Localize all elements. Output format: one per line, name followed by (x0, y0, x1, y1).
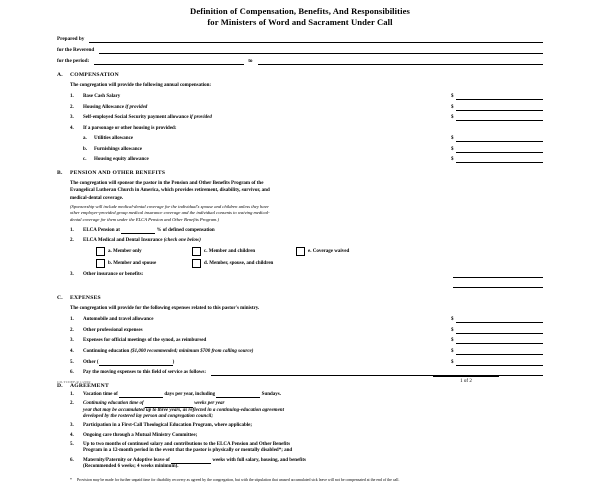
pension-item-3 (70, 271, 543, 278)
prepared-by-row (57, 36, 543, 43)
amount-input[interactable] (456, 327, 544, 334)
expense-item-4 (70, 348, 543, 355)
note-line-2: other employer-provided group medical insurance coverage and the individual consents to waiving medical- (70, 210, 270, 216)
item-label: Other insurance or benefits: (83, 272, 144, 278)
pension-item-3-extra-line (70, 282, 543, 289)
subitem-label: Housing equity allowance (94, 157, 149, 163)
item-number: 2. (70, 104, 74, 110)
section-a-letter: A. (57, 72, 63, 79)
amount-input[interactable] (456, 94, 544, 101)
dollar-sign: $ (451, 338, 454, 344)
item-label-text: Housing Allowance (83, 104, 124, 110)
section-c-title: EXPENSES (70, 295, 101, 302)
item-label-italic: ($1,000 recommended; minimum $700 from calling source) (130, 349, 254, 354)
agreement-item-4 (70, 433, 543, 440)
item-label-italic: if provided (125, 104, 148, 110)
amount-input[interactable] (456, 157, 544, 164)
intro-line-1: The congregation will sponsor the pastor in the Pension and Other Benefits Program of the (70, 181, 264, 187)
footnote-line-1: Provision may be made for further unpaid time for disability recovery as agreed by the congregation, but with the stipulation that unused accumulated sick (77, 477, 318, 482)
item-label: Other professional expenses (83, 327, 143, 333)
amount-input[interactable] (456, 115, 544, 122)
checkbox-option-a[interactable] (96, 247, 192, 256)
period-row (57, 58, 543, 65)
amount-input[interactable] (456, 359, 544, 366)
period-from-input[interactable] (94, 59, 244, 66)
other-benefits-field-1[interactable] (451, 272, 543, 279)
comp-item-3 (70, 114, 543, 121)
checkbox-option-e[interactable] (296, 247, 349, 256)
subitem-number: a. (83, 136, 87, 142)
item-label-text: ELCA Medical and Dental Insurance (83, 238, 163, 244)
form-code: CD-TCDEF-R 1/2002 (57, 380, 91, 384)
item-number: 2. (70, 238, 74, 244)
item-label: Automobile and travel allowance (83, 317, 154, 323)
dollar-sign: $ (451, 104, 454, 110)
pension-item-1 (70, 227, 543, 234)
comp-subamount-c[interactable] (451, 156, 543, 163)
page-footer (57, 376, 543, 390)
disability-line-1: Up to two months of continued salary and contributions to the ELCA Pension and Other Benefits (83, 441, 291, 447)
vacation-mid-text: days per year, including (164, 391, 216, 397)
item-number: 3. (70, 338, 74, 344)
checkbox-label: a. Member only (108, 249, 142, 255)
benefits-input[interactable] (453, 282, 543, 289)
dollar-sign: $ (451, 94, 454, 100)
subitem-label: Furnishings allowance (94, 146, 142, 152)
title-line-2: for Ministers of Word and Sacrament Under Call (207, 16, 393, 27)
item-label-text: Self-employed Social Security payment allowance (83, 115, 189, 121)
item-number: 4. (70, 432, 74, 438)
item-number: 3. (70, 423, 74, 429)
prepared-by-input[interactable] (89, 37, 543, 44)
section-c-heading (57, 295, 543, 301)
prepared-block (57, 36, 543, 65)
checkbox-label: c. Member and children (204, 249, 256, 255)
item-label (83, 392, 543, 399)
amount-input[interactable] (456, 338, 544, 345)
item-number: 4. (70, 349, 74, 354)
leave-pre-text: Maternity/Paternity or Adoptive leave of (83, 457, 170, 463)
agreement-item-2 (70, 401, 543, 421)
checkbox-label: e. Coverage waived (308, 249, 350, 255)
page-number: 1 of 2 (433, 376, 499, 384)
checkbox-icon[interactable] (192, 259, 201, 268)
dollar-sign: $ (451, 359, 454, 365)
item-number: 1. (70, 227, 74, 233)
reverend-label: for the Reverend (57, 47, 95, 54)
insurance-checkbox-group (70, 247, 543, 268)
reverend-input[interactable] (99, 48, 543, 55)
footnote-marker: * (70, 477, 72, 482)
comp-amount-2[interactable] (451, 104, 543, 111)
item-number: 4. (70, 125, 74, 131)
section-pension-benefits (57, 170, 543, 288)
section-b-heading (57, 170, 543, 176)
reverend-row (57, 47, 543, 54)
item-label-text: Continuing education (83, 349, 130, 354)
intro-line-2: Evangelical Lutheran Church in America, which provides retirement, disability, survivor, and (70, 188, 270, 194)
section-b-title: PENSION AND OTHER BENEFITS (70, 170, 166, 177)
item-label (83, 104, 147, 111)
dollar-sign: $ (451, 317, 454, 323)
section-b-letter: B. (57, 170, 63, 177)
section-a-heading (57, 72, 543, 78)
pension-item-2 (70, 237, 543, 244)
conted-weeks-input[interactable] (145, 401, 193, 407)
expense-item-3 (70, 337, 543, 344)
item-label (83, 227, 215, 234)
expense-item-2 (70, 327, 543, 334)
item-number: 6. (70, 457, 74, 463)
item-number: 1. (70, 317, 74, 323)
leave-post-text: weeks with full salary, housing, and benefits (212, 457, 306, 463)
dollar-sign: $ (451, 157, 454, 163)
checkbox-label: d. Member, spouse, and children (204, 260, 274, 266)
item-label: Participation in a First-Call Theological Education Program, where applicable; (83, 423, 253, 429)
comp-subitem-c (70, 156, 543, 163)
period-to-label: to (248, 58, 253, 65)
other-expense-input[interactable] (99, 359, 173, 365)
footnote-line-2: leave will not be compensated at the end of the call. (318, 477, 400, 482)
section-d-letter: D. (57, 383, 63, 390)
item-label: Pay the moving expenses to this field of service as follows: (83, 370, 207, 376)
item-label: Expenses for official meetings of the synod, as reimbursed (83, 338, 207, 344)
checkbox-icon[interactable] (96, 259, 105, 268)
item-number: 5. (70, 359, 74, 365)
item-label: Base Cash Salary (83, 94, 121, 100)
subitem-label: Utilities allowance (94, 136, 134, 142)
period-to-input[interactable] (258, 59, 543, 66)
section-compensation (57, 72, 543, 163)
intro-line-3: medical-dental coverage. (70, 195, 124, 201)
item-label (83, 359, 174, 366)
title-line-1: Definition of Compensation, Benefits, And Responsibilities (190, 6, 410, 16)
item-number: 1. (70, 94, 74, 100)
item-label (83, 442, 543, 455)
pension-pre-text: ELCA Pension at (83, 227, 120, 233)
expense-amount-2[interactable] (451, 327, 543, 334)
comp-item-4 (70, 125, 543, 132)
item-label (83, 348, 253, 355)
comp-amount-3[interactable] (451, 114, 543, 121)
section-c-body (70, 305, 543, 376)
conted-line-3: developed by the rostered lay person and congregation council; (83, 414, 213, 420)
section-agreement (57, 383, 543, 471)
agreement-item-1 (70, 392, 543, 399)
item-label-close: ) (172, 359, 175, 365)
dollar-sign: $ (451, 136, 454, 142)
section-c-intro: The congregation will provide for the following expenses related to this pastor's ministry. (70, 306, 260, 312)
checkbox-option-b[interactable] (96, 259, 192, 268)
item-number: 3. (70, 115, 74, 121)
vacation-sundays-input[interactable] (216, 392, 260, 398)
period-label: for the period: (57, 58, 90, 65)
comp-amount-1[interactable] (451, 93, 543, 100)
agreement-item-3 (70, 423, 543, 430)
section-a-intro: The congregation will provide the following annual compensation: (70, 83, 212, 89)
footnote-text (77, 478, 543, 483)
conted-pre-text: Continuing education time of (83, 400, 144, 406)
section-a-body (70, 82, 543, 163)
item-label-text: Other ( (83, 359, 99, 365)
section-d-body (70, 392, 543, 471)
agreement-item-5 (70, 442, 543, 455)
section-a-title: COMPENSATION (70, 72, 119, 79)
item-number: 6. (70, 370, 74, 376)
page-title (57, 6, 543, 27)
expense-amount-5[interactable] (451, 359, 543, 366)
item-label: Ongoing care through a Mutual Ministry Committee; (83, 432, 198, 438)
item-label (83, 114, 212, 121)
item-label (83, 237, 201, 244)
item-number: 5. (70, 441, 74, 447)
amount-input[interactable] (456, 136, 544, 143)
vacation-post-text: Sundays. (261, 391, 281, 397)
checkbox-label: b. Member and spouse (108, 260, 157, 266)
amount-input[interactable] (456, 146, 544, 153)
section-d-title: AGREEMENT (70, 383, 109, 390)
other-benefits-field-2[interactable] (451, 282, 543, 289)
dollar-sign: $ (451, 327, 454, 333)
expense-amount-1[interactable] (451, 316, 543, 323)
item-label (83, 401, 543, 421)
expense-amount-4[interactable] (451, 348, 543, 355)
dollar-sign: $ (451, 115, 454, 121)
dollar-sign: $ (451, 349, 454, 354)
expense-item-1 (70, 316, 543, 323)
item-number: 2. (70, 400, 74, 406)
conted-line-2: year that may be accumulated up to three years, as reflected in a continuing-education agreement (83, 407, 284, 413)
item-label: If a parsonage or other housing is provided: (83, 125, 177, 131)
prepared-by-label: Prepared by (57, 36, 85, 42)
vacation-pre-text: Vacation time of (83, 391, 118, 397)
comp-item-1 (70, 93, 543, 100)
section-expenses (57, 295, 543, 376)
benefits-input[interactable] (453, 272, 543, 279)
leave-line-2: (Recommended 6 weeks; 4 weeks minimum). (83, 464, 179, 470)
note-line-1: (Sponsorship will include medical-dental coverage for the individual's spouse and children unless they have (70, 203, 269, 209)
agreement-item-6 (70, 458, 543, 471)
section-b-body (70, 180, 543, 288)
checkbox-icon[interactable] (96, 247, 105, 256)
item-label (83, 458, 543, 471)
disability-line-2: Program in a 12-month period in the event that the pastor is physically or mentally disabled*; and (83, 448, 293, 454)
footnote (57, 478, 543, 483)
comp-subamount-b[interactable] (451, 146, 543, 153)
section-b-note (70, 204, 543, 223)
comp-item-2 (70, 104, 543, 111)
expense-item-5 (70, 359, 543, 366)
checkbox-icon[interactable] (192, 247, 201, 256)
section-c-letter: C. (57, 295, 63, 302)
vacation-days-input[interactable] (119, 392, 163, 398)
subitem-number: c. (83, 157, 87, 163)
pension-percent-input[interactable] (121, 227, 155, 233)
dollar-sign: $ (451, 146, 454, 152)
checkbox-icon[interactable] (296, 247, 305, 256)
expense-amount-3[interactable] (451, 337, 543, 344)
item-number: 1. (70, 391, 74, 397)
comp-subitem-a (70, 135, 543, 142)
checkbox-option-c[interactable] (192, 247, 296, 256)
form-sheet (57, 6, 543, 482)
comp-subitem-b (70, 146, 543, 153)
item-number: 2. (70, 327, 74, 333)
note-line-3: dental coverage for them under the ELCA Pension and Other Benefits Program.) (70, 216, 220, 222)
section-b-intro (70, 180, 543, 202)
comp-subamount-a[interactable] (451, 135, 543, 142)
conted-mid-text: weeks per year (194, 400, 225, 406)
item-number: 3. (70, 272, 74, 278)
checkbox-option-d[interactable] (192, 259, 296, 268)
pension-post-text: % of defined compensation (156, 227, 215, 233)
checkbox-row-2 (96, 259, 543, 268)
amount-input[interactable] (456, 349, 544, 356)
subitem-number: b. (83, 146, 88, 152)
item-label-italic: if provided (189, 115, 212, 121)
amount-input[interactable] (456, 317, 544, 324)
amount-input[interactable] (456, 104, 544, 111)
item-label-italic: (check one below) (163, 238, 201, 244)
checkbox-row-1 (96, 247, 543, 256)
